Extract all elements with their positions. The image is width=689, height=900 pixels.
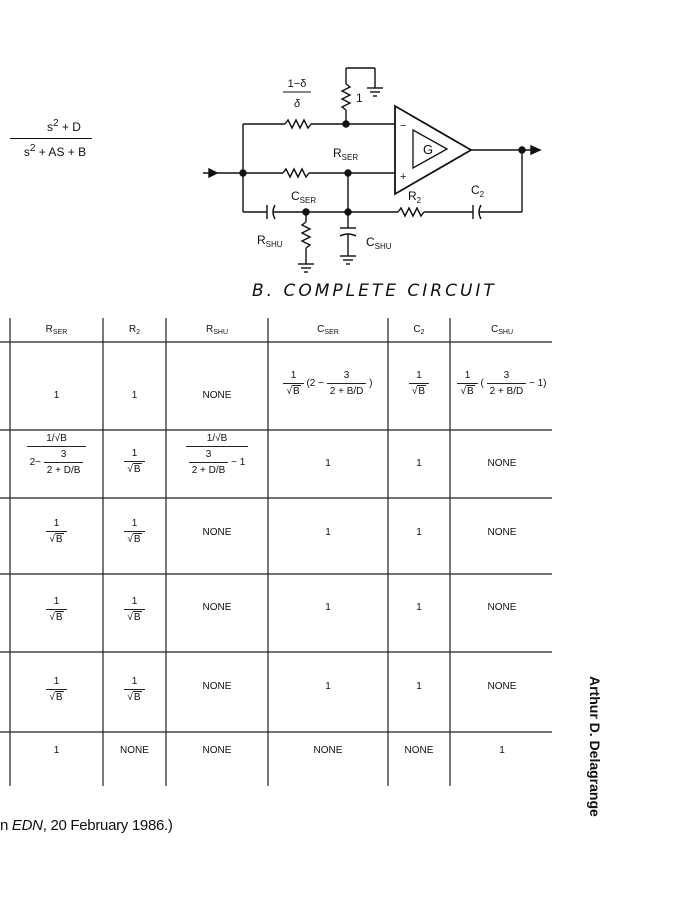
c2-label: $C_2$: [471, 183, 485, 199]
table-row1-c2: $\frac{1}{√B}$: [388, 370, 450, 397]
table-row5-c2: 1: [416, 681, 422, 692]
c2-capacitor: [473, 205, 522, 219]
component-table: [0, 318, 560, 788]
cshu-capacitor: [340, 212, 356, 264]
header-rshu: $R_{SHU}$: [205, 324, 228, 336]
feedback-ratio-num: 1−δ: [287, 78, 307, 90]
author-name: Arthur D. Delagrange: [587, 676, 603, 817]
table-row4-cser: 1: [325, 602, 331, 613]
circuit-schematic: [195, 60, 555, 285]
header-c2: $C_2$: [413, 324, 425, 336]
table-row3-r2: $\frac{1}{√B}$: [103, 518, 166, 545]
table-row3-rshu: NONE: [202, 527, 232, 538]
transfer-function: [0, 118, 110, 159]
table-row3-cshu: NONE: [487, 527, 517, 538]
ground-resistor-label: 1: [356, 91, 363, 105]
table-row3-c2: 1: [416, 527, 422, 538]
table-row4-r2: $\frac{1}{√B}$: [103, 596, 166, 623]
feedback-ratio-den: δ: [293, 98, 301, 110]
table-row1-cser: $\frac{1}{√B}$ (2 − $\frac{3}{2 + B/D}$ ): [268, 370, 388, 397]
table-row1-cshu: $\frac{1}{√B}$ ( $\frac{3}{2 + B/D}$ − 1): [450, 370, 554, 397]
amp-gain-label: G: [423, 142, 434, 157]
table-row6-r2: NONE: [120, 745, 149, 756]
input-arrow: [203, 169, 243, 177]
table-row1-r2: 1: [131, 390, 138, 401]
table-row4-rser: $\frac{1}{√B}$: [10, 596, 103, 623]
table-row4-rshu: NONE: [202, 602, 232, 613]
table-row5-rser: $\frac{1}{√B}$: [10, 676, 103, 703]
table-row2-cshu: NONE: [487, 458, 517, 469]
table-row2-rshu: 1/√B $\frac{3}{2 + D/B}$ − 1: [166, 433, 268, 476]
table-row2-r2: $\frac{1}{√B}$: [103, 448, 166, 475]
header-r2: $R_2$: [128, 324, 141, 336]
rshu-label: $R_{SHU}$: [257, 233, 283, 249]
r2-label: $R_2$: [408, 189, 422, 205]
cser-label: $C_{SER}$: [291, 189, 317, 205]
header-cser: $C_{SER}$: [317, 324, 339, 336]
r2-resistor: [348, 208, 473, 216]
table-row5-r2: $\frac{1}{√B}$: [103, 676, 166, 703]
table-row2-rser: 1/√B 2− $\frac{3}{2 + D/B}$: [10, 433, 103, 476]
table-row4-cshu: NONE: [487, 602, 517, 613]
table-row4-c2: 1: [416, 602, 422, 613]
table-row3-cser: 1: [325, 527, 331, 538]
table-row3-rser: $\frac{1}{√B}$: [10, 518, 103, 545]
table-row2-cser: 1: [325, 458, 331, 469]
rser-label: $R_{SER}$: [333, 146, 359, 162]
amplifier: [395, 106, 471, 194]
table-row1-rshu: NONE: [202, 390, 232, 401]
amp-minus-label: −: [400, 120, 407, 132]
table-row5-cser: 1: [325, 681, 331, 692]
table-row5-rshu: NONE: [202, 681, 232, 692]
circuit-caption: B. COMPLETE CIRCUIT: [252, 281, 497, 301]
table-row6-cser: NONE: [313, 745, 343, 756]
table-row6-c2: NONE: [404, 745, 434, 756]
table-row2-c2: 1: [416, 458, 422, 469]
header-rser: $R_{SER}$: [45, 324, 68, 336]
header-cshu: $C_{SHU}$: [490, 324, 513, 336]
tf-denominator: $s^2$ + AS + B: [23, 143, 87, 159]
cshu-label: $C_{SHU}$: [366, 235, 392, 251]
table-row5-cshu: NONE: [487, 681, 517, 692]
table-row6-cshu: 1: [499, 745, 505, 756]
table-row1-rser: 1: [53, 390, 60, 401]
footnote: n EDN, 20 February 1986.): [0, 817, 173, 834]
table-row6-rser: 1: [53, 745, 60, 756]
table-row6-rshu: NONE: [202, 745, 232, 756]
amp-plus-label: +: [400, 171, 407, 183]
rshu-resistor: [298, 212, 314, 272]
feedback-resistor: [243, 120, 346, 128]
rser-resistor: [243, 169, 395, 177]
cser-capacitor: [243, 205, 348, 219]
author-credit: [583, 676, 603, 836]
output-wire: [471, 146, 540, 154]
tf-numerator: $s^2 + D$: [47, 118, 81, 134]
